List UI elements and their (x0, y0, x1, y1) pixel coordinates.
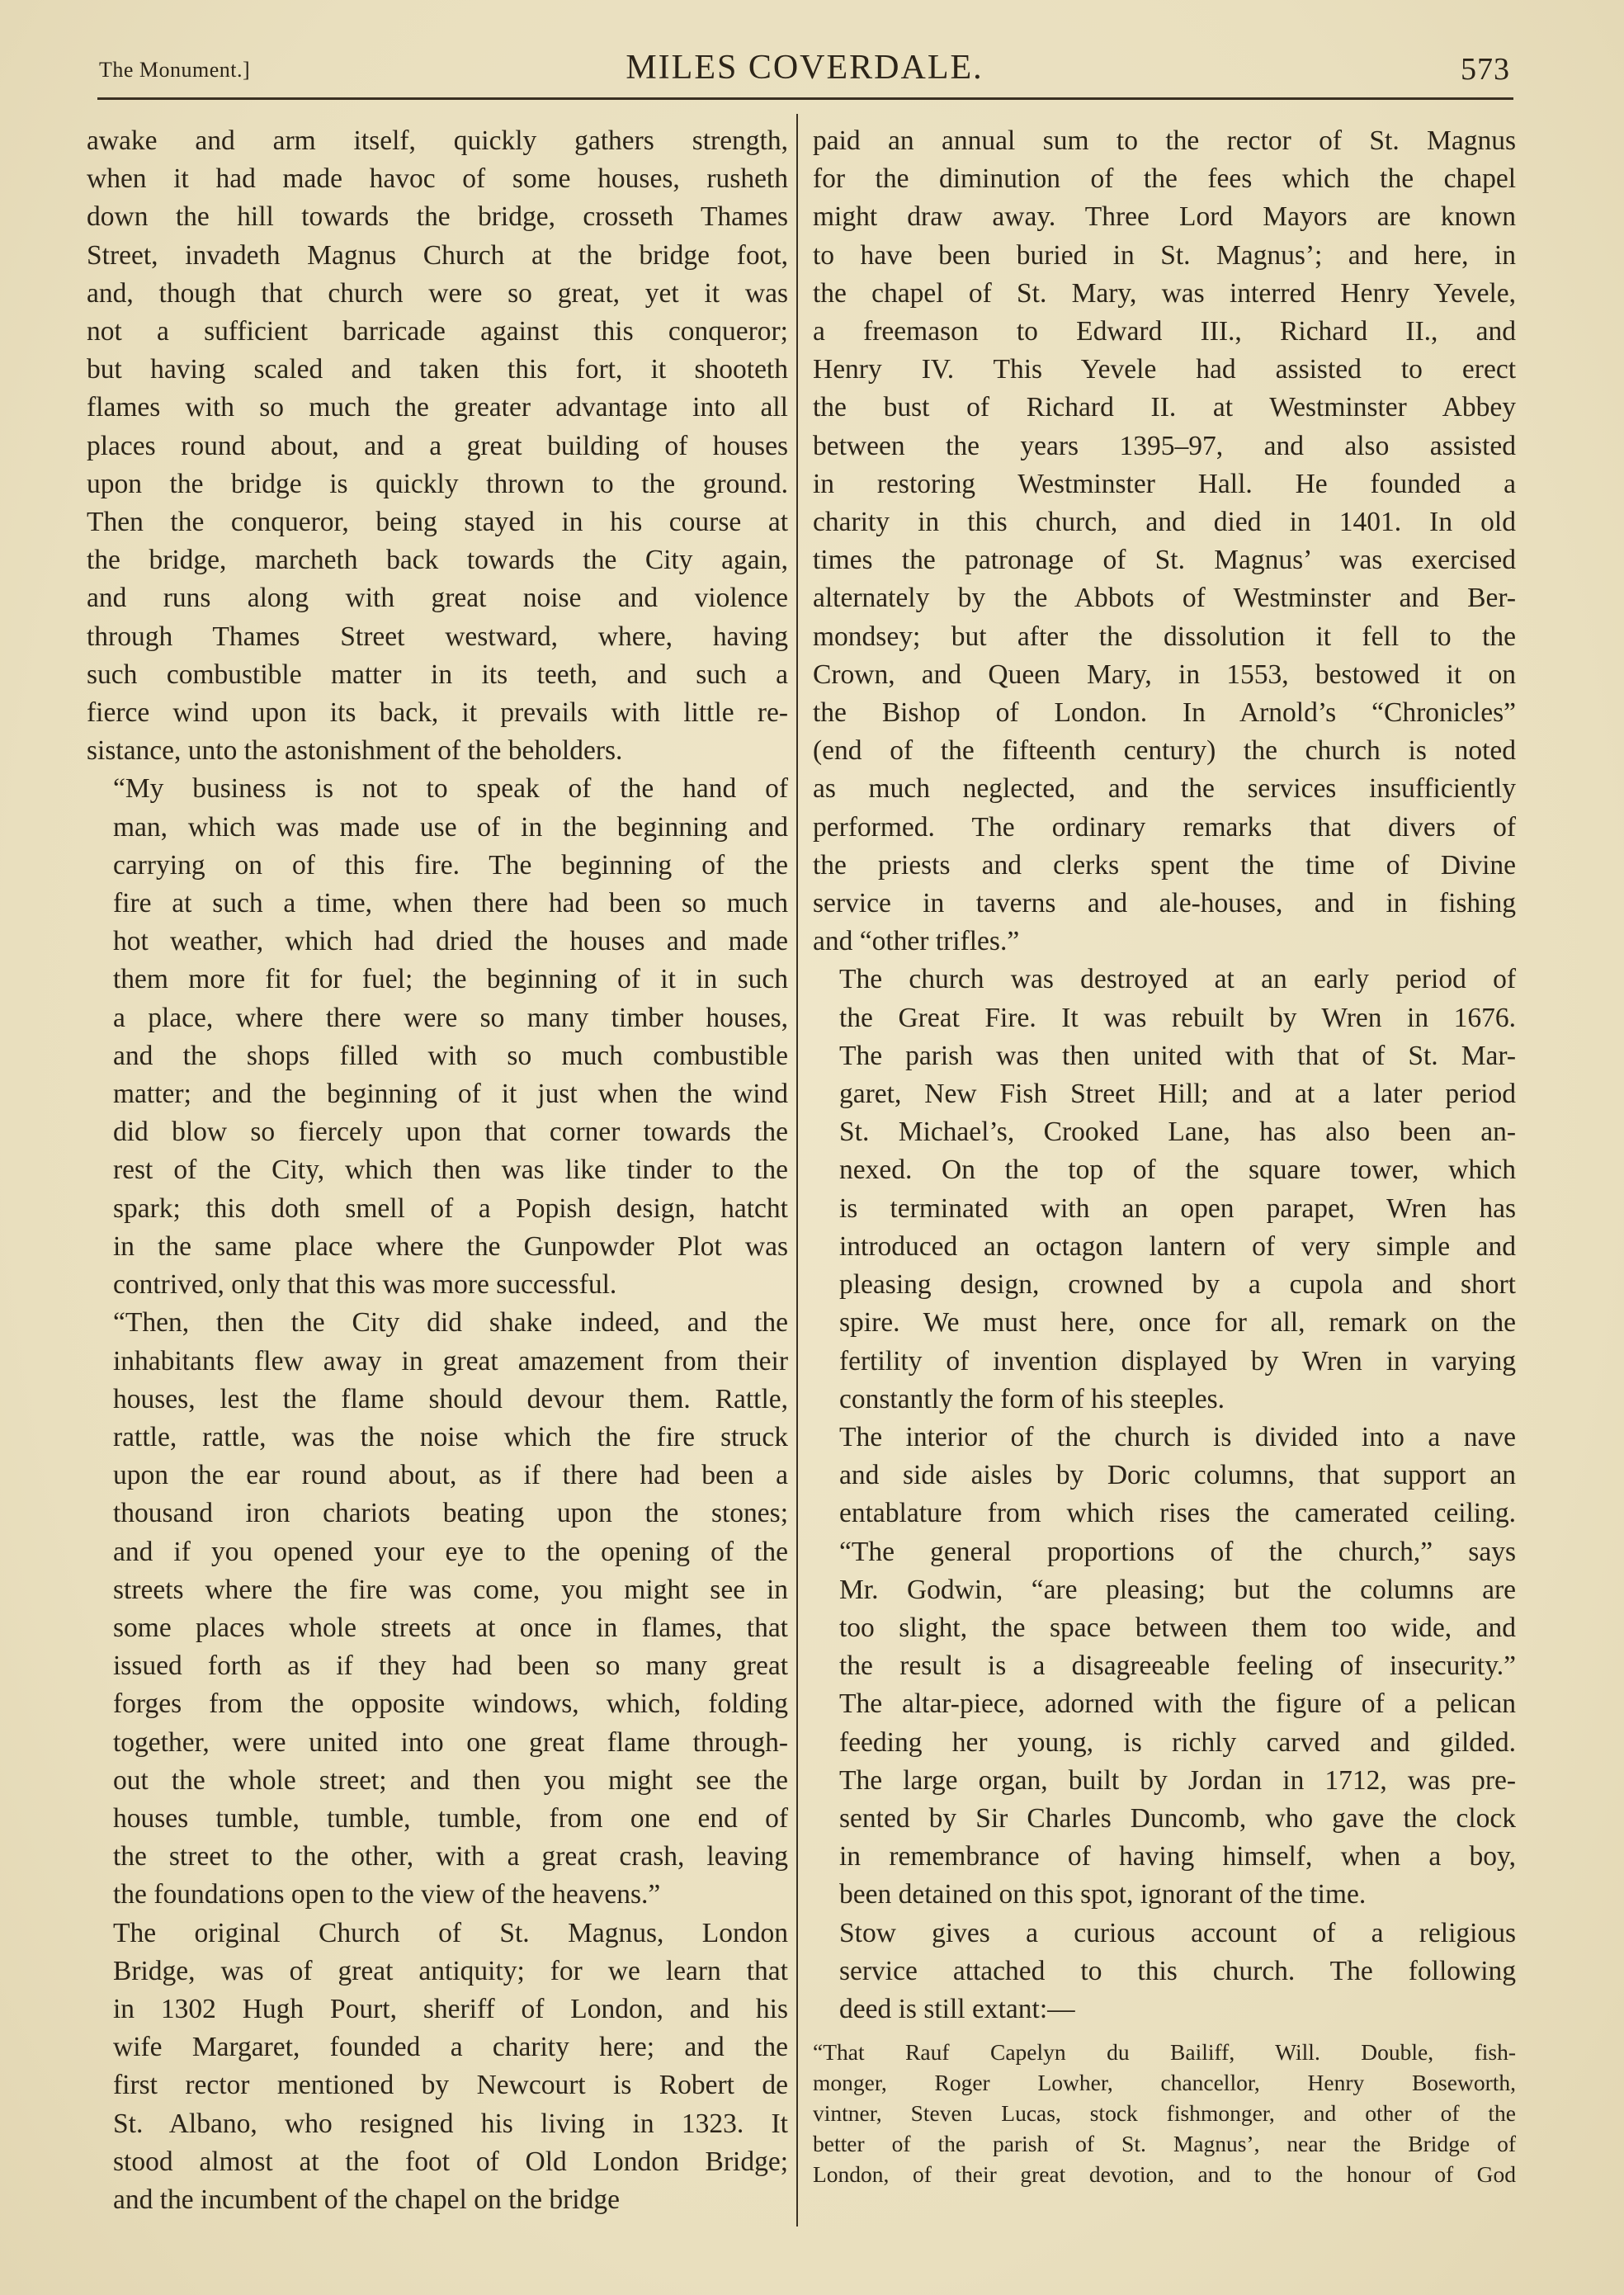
text-line: rest of the City, which then was like tinder to the (113, 1155, 788, 1186)
text-line: houses tumble, tumble, tumble, from one end of (113, 1802, 788, 1834)
text-line: the bridge, marcheth back towards the City again, (87, 545, 788, 576)
paragraph (813, 961, 1516, 1418)
text-line: the result is a disagreeable feeling of insecurity.” (839, 1650, 1516, 1682)
text-line: forges from the opposite windows, which, folding (113, 1688, 788, 1720)
paragraph (813, 1915, 1516, 2029)
quoted-deed (813, 2037, 1516, 2189)
text-line: rattle, rattle, was the noise which the fire struck (113, 1421, 788, 1452)
text-line: feeding her young, is richly carved and gilded. (839, 1726, 1516, 1758)
text-line: and if you opened your eye to the opening of the (113, 1536, 788, 1567)
text-line: Bridge, was of great antiquity; for we learn that (113, 1955, 788, 1986)
text-line: and the incumbent of the chapel on the bridge (113, 2184, 620, 2215)
text-line: stood almost at the foot of Old London Bridge; (113, 2146, 788, 2177)
text-line: spire. We must here, once for all, remark on the (839, 1307, 1516, 1339)
text-line: flames with so much the greater advantage into all (87, 392, 788, 423)
text-line: a freemason to Edward III., Richard II., and (813, 316, 1516, 347)
text-line: upon the ear round about, as if there had been a (113, 1460, 788, 1491)
text-line: Crown, and Queen Mary, in 1553, bestowed it on (813, 659, 1516, 690)
text-line: Mr. Godwin, “are pleasing; but the columns are (839, 1574, 1516, 1605)
text-line: alternately by the Abbots of Westminster and Ber- (813, 583, 1516, 614)
text-line: entablature from which rises the camerated ceiling. (839, 1498, 1516, 1529)
text-line: them more fit for fuel; the beginning of it in such (113, 964, 788, 995)
text-line: inhabitants flew away in great amazement from their (113, 1345, 788, 1377)
text-line: “My business is not to speak of the hand of (113, 773, 788, 805)
text-line: out the whole street; and then you might see the (113, 1764, 788, 1796)
paragraph (87, 1304, 788, 1914)
text-line: in 1302 Hugh Pourt, sheriff of London, and his (113, 1993, 788, 2024)
text-line: in remembrance of having himself, when a boy, (839, 1841, 1516, 1872)
text-line: down the hill towards the bridge, crosseth Thames (87, 201, 788, 233)
text-line: as much neglected, and the services insufficiently (813, 773, 1516, 805)
text-line: constantly the form of his steeples. (839, 1383, 1225, 1414)
text-line: the Great Fire. It was rebuilt by Wren in 1676. (839, 1002, 1516, 1033)
text-line: pleasing design, crowned by a cupola and short (839, 1269, 1516, 1301)
text-line: for the diminution of the fees which the chapel (813, 163, 1516, 195)
quote-line: “That Rauf Capelyn du Bailiff, Will. Double, fish- (813, 2039, 1516, 2066)
text-line: fire at such a time, when there had been so much (113, 888, 788, 919)
text-line: the bust of Richard II. at Westminster Abbey (813, 392, 1516, 423)
text-line: nexed. On the top of the square tower, which (839, 1155, 1516, 1186)
text-line: between the years 1395–97, and also assisted (813, 430, 1516, 461)
text-line: the foundations open to the view of the heavens.” (113, 1879, 661, 1910)
text-line: first rector mentioned by Newcourt is Robert de (113, 2070, 788, 2101)
text-line: to have been buried in St. Magnus’; and here, in (813, 239, 1516, 271)
text-line: awake and arm itself, quickly gathers strength, (87, 125, 788, 156)
text-line: in the same place where the Gunpowder Plot was (113, 1230, 788, 1262)
text-line: charity in this church, and died in 1401. In old (813, 507, 1516, 538)
left-column (87, 122, 788, 2219)
text-line: service attached to this church. The following (839, 1955, 1516, 1986)
text-line: garet, New Fish Street Hill; and at a later period (839, 1079, 1516, 1110)
text-line: man, which was made use of in the beginning and (113, 811, 788, 843)
header-rule (97, 97, 1513, 100)
text-line: such combustible matter in its teeth, and such a (87, 659, 788, 690)
text-line: paid an annual sum to the rector of St. Magnus (813, 125, 1516, 156)
text-line: together, were united into one great flame through- (113, 1726, 788, 1758)
text-line: service in taverns and ale-houses, and in fishing (813, 888, 1516, 919)
right-column (813, 122, 1516, 2189)
paragraph (87, 122, 788, 770)
text-line: did blow so fiercely upon that corner towards the (113, 1117, 788, 1148)
text-line: fertility of invention displayed by Wren in varying (839, 1345, 1516, 1377)
text-line: when it had made havoc of some houses, rusheth (87, 163, 788, 195)
text-line: St. Michael’s, Crooked Lane, has also been an- (839, 1117, 1516, 1148)
text-line: hot weather, which had dried the houses and made (113, 926, 788, 957)
text-line: times the patronage of St. Magnus’ was exercised (813, 545, 1516, 576)
text-line: “The general proportions of the church,” says (839, 1536, 1516, 1567)
text-line: the chapel of St. Mary, was interred Henry Yevele, (813, 277, 1516, 309)
paragraph (813, 122, 1516, 961)
text-line: “Then, then the City did shake indeed, and the (113, 1307, 788, 1339)
text-line: contrived, only that this was more successful. (113, 1269, 617, 1301)
text-line: Henry IV. This Yevele had assisted to erect (813, 354, 1516, 385)
text-line: a place, where there were so many timber houses, (113, 1002, 788, 1033)
quote-line: better of the parish of St. Magnus’, near the Bridge of (813, 2131, 1516, 2157)
text-line: performed. The ordinary remarks that divers of (813, 811, 1516, 843)
text-line: issued forth as if they had been so many great (113, 1650, 788, 1682)
text-line: too slight, the space between them too wide, and (839, 1612, 1516, 1643)
page-title: MILES COVERDALE. (626, 49, 984, 87)
text-line: matter; and the beginning of it just when the wind (113, 1079, 788, 1110)
quote-line: London, of their great devotion, and to the honour of God (813, 2161, 1516, 2188)
text-line: Street, invadeth Magnus Church at the bridge foot, (87, 239, 788, 271)
quote-line: vintner, Steven Lucas, stock fishmonger, and other of the (813, 2100, 1516, 2127)
text-line: Then the conqueror, being stayed in his course at (87, 507, 788, 538)
text-line: (end of the fifteenth century) the church is noted (813, 735, 1516, 767)
text-line: The church was destroyed at an early period of (839, 964, 1516, 995)
text-line: been detained on this spot, ignorant of the time. (839, 1879, 1367, 1910)
text-line: and runs along with great noise and violence (87, 583, 788, 614)
text-line: places round about, and a great building of houses (87, 430, 788, 461)
paragraph (87, 770, 788, 1304)
text-line: introduced an octagon lantern of very simple and (839, 1230, 1516, 1262)
text-line: deed is still extant:— (839, 1993, 1075, 2024)
text-line: and, though that church were so great, yet it was (87, 277, 788, 309)
text-line: houses, lest the flame should devour them. Rattle, (113, 1383, 788, 1414)
text-line: fierce wind upon its back, it prevails with little re- (87, 697, 788, 729)
text-line: some places whole streets at once in flames, that (113, 1612, 788, 1643)
text-line: might draw away. Three Lord Mayors are known (813, 201, 1516, 233)
text-line: is terminated with an open parapet, Wren has (839, 1192, 1516, 1224)
text-line: and side aisles by Doric columns, that support an (839, 1460, 1516, 1491)
text-line: but having scaled and taken this fort, it shooteth (87, 354, 788, 385)
text-line: wife Margaret, founded a charity here; and the (113, 2032, 788, 2063)
quote-line: monger, Roger Lowher, chancellor, Henry Boseworth, (813, 2070, 1516, 2096)
text-line: streets where the fire was come, you might see in (113, 1574, 788, 1605)
text-line: through Thames Street westward, where, having (87, 621, 788, 652)
page-number: 573 (1461, 52, 1510, 87)
paragraph (813, 1419, 1516, 1915)
text-line: and the shops filled with so much combustible (113, 1040, 788, 1071)
text-line: sented by Sir Charles Duncomb, who gave the clock (839, 1802, 1516, 1834)
paragraph (87, 1915, 788, 2220)
text-line: the priests and clerks spent the time of Divine (813, 849, 1516, 881)
text-line: the Bishop of London. In Arnold’s “Chronicles” (813, 697, 1516, 729)
text-line: Stow gives a curious account of a religious (839, 1917, 1516, 1948)
text-line: the street to the other, with a great crash, leaving (113, 1841, 788, 1872)
running-header (99, 43, 1510, 101)
text-line: The interior of the church is divided into a nave (839, 1421, 1516, 1452)
text-line: and “other trifles.” (813, 926, 1020, 957)
text-line: carrying on of this fire. The beginning of the (113, 849, 788, 881)
text-line: The altar-piece, adorned with the figure of a pelican (839, 1688, 1516, 1720)
text-line: The parish was then united with that of St. Mar- (839, 1040, 1516, 1071)
text-line: The original Church of St. Magnus, London (113, 1917, 788, 1948)
text-line: thousand iron chariots beating upon the stones; (113, 1498, 788, 1529)
header-section-label: The Monument.] (99, 58, 251, 82)
text-line: upon the bridge is quickly thrown to the ground. (87, 468, 788, 499)
text-line: not a sufficient barricade against this conqueror; (87, 316, 788, 347)
text-line: in restoring Westminster Hall. He founded a (813, 468, 1516, 499)
right-column-paragraphs (813, 122, 1516, 2028)
text-line: spark; this doth smell of a Popish design, hatcht (113, 1192, 788, 1224)
text-line: mondsey; but after the dissolution it fell to the (813, 621, 1516, 652)
text-line: The large organ, built by Jordan in 1712, was pre- (839, 1764, 1516, 1796)
text-line: St. Albano, who resigned his living in 1323. It (113, 2108, 788, 2139)
text-line: sistance, unto the astonishment of the beholders. (87, 735, 623, 767)
column-divider (796, 114, 798, 2227)
